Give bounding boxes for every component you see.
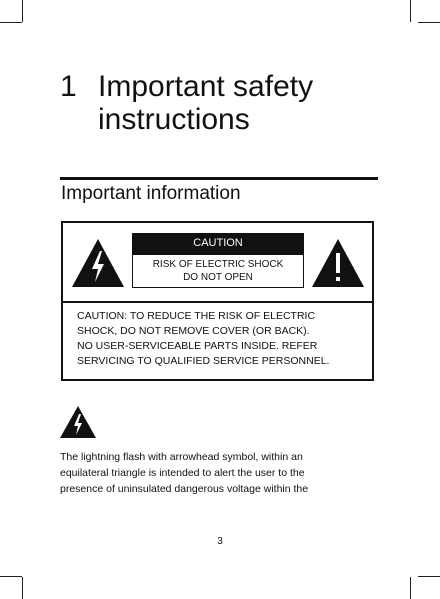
crop-mark — [410, 577, 411, 599]
caution-paragraph — [77, 309, 367, 369]
crop-mark — [22, 577, 23, 599]
chapter-title-line: Important safety — [98, 70, 314, 103]
section-rule — [60, 177, 378, 180]
crop-mark — [0, 22, 22, 23]
caution-line: SHOCK, DO NOT REMOVE COVER (OR BACK). — [77, 325, 310, 337]
body-line: presence of uninsulated dangerous voltage within the — [60, 483, 309, 495]
chapter-title — [98, 70, 398, 136]
section-title: Important information — [61, 183, 241, 204]
crop-mark — [418, 576, 440, 577]
chapter-title-line: instructions — [98, 103, 250, 136]
body-paragraph — [60, 449, 390, 497]
caution-label: CAUTION — [132, 233, 304, 254]
shock-warning-line: RISK OF ELECTRIC SHOCK — [152, 259, 284, 270]
body-line: The lightning flash with arrowhead symbol, within an — [60, 451, 303, 463]
body-line: equilateral triangle is intended to alert the user to the — [60, 467, 305, 479]
exclamation-triangle-icon — [310, 237, 366, 289]
shock-warning-label — [132, 254, 304, 288]
chapter-number: 1 — [60, 70, 77, 103]
box-divider — [63, 301, 372, 303]
lightning-triangle-icon — [59, 405, 97, 439]
caution-line: CAUTION: TO REDUCE THE RISK OF ELECTRIC — [77, 310, 316, 322]
shock-warning-line: DO NOT OPEN — [183, 272, 253, 283]
crop-mark — [410, 0, 411, 22]
page-number: 3 — [217, 536, 223, 547]
crop-mark — [22, 0, 23, 22]
crop-mark — [418, 22, 440, 23]
crop-mark — [0, 576, 22, 577]
caution-warning-box — [61, 221, 374, 381]
lightning-triangle-icon — [70, 237, 126, 289]
caution-line: SERVICING TO QUALIFIED SERVICE PERSONNEL. — [77, 355, 330, 367]
caution-line: NO USER-SERVICEABLE PARTS INSIDE. REFER — [77, 340, 318, 352]
